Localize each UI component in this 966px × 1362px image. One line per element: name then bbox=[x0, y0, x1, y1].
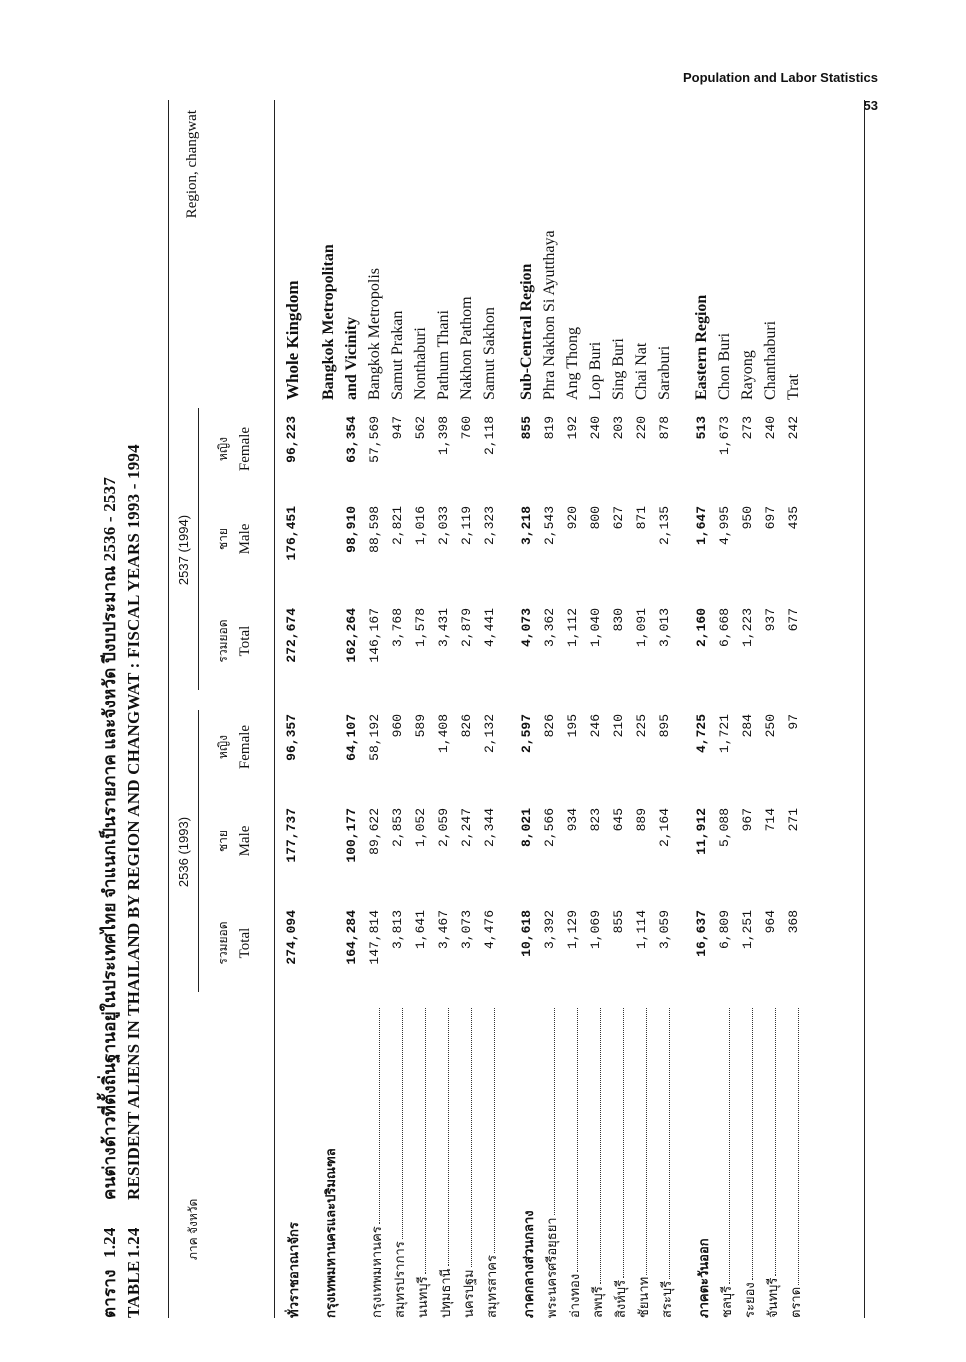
cell-value: 826 bbox=[542, 714, 557, 738]
cell-value: 1,112 bbox=[565, 608, 580, 648]
cell-value: 1,251 bbox=[740, 910, 755, 950]
cell-value: 2,879 bbox=[459, 608, 474, 648]
row-label-thai bbox=[517, 1008, 540, 1318]
cell-value: 1,408 bbox=[436, 714, 451, 754]
thai-title bbox=[98, 100, 122, 1318]
cell-value: 284 bbox=[740, 714, 755, 738]
cell-value: 2,566 bbox=[542, 808, 557, 848]
row-label-english: Bangkok Metropolis bbox=[366, 268, 383, 400]
stub-header-thai: ภาค จังหวัด bbox=[186, 1198, 200, 1260]
row-label-thai-text: ทั่วราชอาณาจักร bbox=[283, 1220, 304, 1318]
cell-value: 271 bbox=[786, 808, 801, 832]
cell-value: 2,135 bbox=[657, 506, 672, 546]
cell-value: 1,129 bbox=[565, 910, 580, 950]
row-label-thai bbox=[434, 1008, 457, 1318]
cell-value: 1,721 bbox=[717, 714, 732, 754]
cell-value: 4,073 bbox=[519, 608, 534, 648]
leader-dots bbox=[417, 1008, 426, 1274]
row-label-thai bbox=[715, 1008, 738, 1318]
cell-value: 920 bbox=[565, 506, 580, 530]
cell-value: 250 bbox=[763, 714, 778, 738]
year-1994-header: 2537 (1994) bbox=[176, 514, 191, 586]
row-label-english: and Vicinity bbox=[343, 316, 360, 400]
row-label-english: Saraburi bbox=[656, 345, 673, 400]
cell-value: 88,598 bbox=[367, 506, 382, 553]
cell-value: 937 bbox=[763, 608, 778, 632]
cell-value: 4,441 bbox=[482, 608, 497, 648]
cell-value: 98,910 bbox=[344, 506, 359, 553]
col-header-thai: หญิง bbox=[216, 437, 230, 461]
cell-value: 677 bbox=[786, 608, 801, 632]
cell-value: 242 bbox=[786, 416, 801, 440]
leader-dots bbox=[661, 1008, 670, 1279]
cell-value: 3,059 bbox=[657, 910, 672, 950]
row-label-english: Sing Buri bbox=[610, 338, 627, 400]
header-rule bbox=[274, 100, 275, 1318]
table-row bbox=[715, 100, 738, 1318]
cell-value: 3,362 bbox=[542, 608, 557, 648]
cell-value: 2,132 bbox=[482, 714, 497, 754]
leader-dots bbox=[744, 1008, 753, 1280]
english-title bbox=[122, 100, 146, 1318]
row-label-thai-text: ลพบุรี bbox=[587, 1284, 608, 1318]
row-label-thai-text: สิงห์บุรี bbox=[610, 1278, 631, 1318]
year-1994-rule bbox=[198, 408, 199, 690]
row-label-thai-text: พระนครศรีอยุธยา bbox=[541, 1215, 562, 1318]
cell-value: 10,618 bbox=[519, 910, 534, 957]
cell-value: 960 bbox=[390, 714, 405, 738]
row-label-english: Chanthaburi bbox=[762, 320, 779, 400]
row-label-thai-text: สระบุรี bbox=[656, 1279, 677, 1318]
cell-value: 1,673 bbox=[717, 416, 732, 456]
row-label-thai bbox=[761, 1008, 784, 1318]
leader-dots bbox=[569, 1008, 578, 1272]
table-row bbox=[784, 100, 807, 1318]
cell-value: 57,569 bbox=[367, 416, 382, 463]
cell-value: 855 bbox=[611, 910, 626, 934]
table-row bbox=[540, 100, 563, 1318]
thai-title-tag: ตาราง bbox=[100, 1269, 119, 1318]
row-label-english: Ang Thong bbox=[564, 326, 581, 400]
cell-value: 97 bbox=[786, 714, 801, 730]
cell-value: 1,647 bbox=[694, 506, 709, 546]
cell-value: 3,392 bbox=[542, 910, 557, 950]
leader-dots bbox=[615, 1008, 624, 1278]
col-header-english: Female bbox=[237, 724, 253, 770]
table-row bbox=[388, 100, 411, 1318]
col-header-female-1994 bbox=[212, 404, 256, 494]
cell-value: 2,821 bbox=[390, 506, 405, 546]
cell-value: 368 bbox=[786, 910, 801, 934]
col-header-english: Female bbox=[237, 426, 253, 472]
row-label-english: Pathum Thani bbox=[435, 310, 452, 400]
cell-value: 819 bbox=[542, 416, 557, 440]
cell-value: 100,177 bbox=[344, 808, 359, 863]
row-label-thai bbox=[319, 1008, 342, 1318]
col-header-thai: หญิง bbox=[216, 735, 230, 759]
table-row bbox=[434, 100, 457, 1318]
thai-title-number: 1.24 bbox=[100, 1227, 119, 1258]
row-label-thai bbox=[738, 1008, 761, 1318]
row-label-thai bbox=[632, 1008, 655, 1318]
cell-value: 176,451 bbox=[284, 506, 299, 561]
cell-value: 1,398 bbox=[436, 416, 451, 456]
cell-value: 162,264 bbox=[344, 608, 359, 663]
row-label-thai bbox=[784, 1008, 807, 1318]
cell-value: 2,247 bbox=[459, 808, 474, 848]
table-row bbox=[655, 100, 678, 1318]
col-header-male-1994 bbox=[212, 494, 256, 584]
cell-value: 3,467 bbox=[436, 910, 451, 950]
leader-dots bbox=[486, 1008, 495, 1253]
leader-dots bbox=[394, 1008, 403, 1239]
table-row bbox=[692, 100, 715, 1318]
cell-value: 697 bbox=[763, 506, 778, 530]
cell-value: 63,354 bbox=[344, 416, 359, 463]
row-label-thai bbox=[457, 1008, 480, 1318]
cell-value: 823 bbox=[588, 808, 603, 832]
table-body bbox=[282, 100, 807, 1318]
leader-dots bbox=[440, 1008, 449, 1266]
row-label-thai bbox=[563, 1008, 586, 1318]
row-label-thai-text: สมุทรสาคร bbox=[481, 1253, 502, 1318]
cell-value: 800 bbox=[588, 506, 603, 530]
cell-value: 1,641 bbox=[413, 910, 428, 950]
row-label-english: Sub-Central Region bbox=[518, 263, 535, 400]
rotated-table bbox=[98, 100, 868, 1318]
col-header-english: Male bbox=[237, 523, 253, 555]
cell-value: 950 bbox=[740, 506, 755, 530]
col-header-english: Total bbox=[237, 927, 253, 959]
row-label-english: Rayong bbox=[739, 350, 756, 400]
cell-value: 947 bbox=[390, 416, 405, 440]
col-header-english: Total bbox=[237, 625, 253, 657]
row-label-thai bbox=[609, 1008, 632, 1318]
cell-value: 855 bbox=[519, 416, 534, 440]
cell-value: 934 bbox=[565, 808, 580, 832]
english-title-text: RESIDENT ALIENS IN THAILAND BY REGION AND CHANGWAT : FISCAL YEARS 1993 - 1994 bbox=[124, 444, 143, 1200]
cell-value: 146,167 bbox=[367, 608, 382, 663]
table-row bbox=[457, 100, 480, 1318]
cell-value: 2,597 bbox=[519, 714, 534, 754]
cell-value: 1,114 bbox=[634, 910, 649, 950]
row-label-english: Chon Buri bbox=[716, 332, 733, 400]
cell-value: 2,853 bbox=[390, 808, 405, 848]
thai-title-text: คนต่างด้าวที่ตั้งถิ่นฐานอยู่ในประเทศไทย จำแนกเป็นรายภาค และจังหวัด ปีงบประมาณ 2536 - 2537 bbox=[100, 476, 119, 1200]
cell-value: 6,809 bbox=[717, 910, 732, 950]
leader-dots bbox=[592, 1008, 601, 1284]
col-header-male-1993 bbox=[212, 796, 256, 886]
cell-value: 513 bbox=[694, 416, 709, 440]
cell-value: 3,431 bbox=[436, 608, 451, 648]
leader-dots bbox=[463, 1008, 472, 1267]
cell-value: 4,995 bbox=[717, 506, 732, 546]
cell-value: 89,622 bbox=[367, 808, 382, 855]
cell-value: 210 bbox=[611, 714, 626, 738]
table-row bbox=[586, 100, 609, 1318]
col-header-thai: ชาย bbox=[216, 528, 230, 550]
leader-dots bbox=[638, 1008, 647, 1275]
cell-value: 240 bbox=[763, 416, 778, 440]
cell-value: 627 bbox=[611, 506, 626, 530]
cell-value: 147,814 bbox=[367, 910, 382, 965]
cell-value: 1,069 bbox=[588, 910, 603, 950]
cell-value: 2,160 bbox=[694, 608, 709, 648]
row-label-thai bbox=[365, 1008, 388, 1318]
cell-value: 203 bbox=[611, 416, 626, 440]
row-label-english: Trat bbox=[785, 373, 802, 400]
cell-value: 2,118 bbox=[482, 416, 497, 456]
table-row bbox=[761, 100, 784, 1318]
row-label-thai bbox=[342, 1008, 365, 1318]
row-label-thai-text: กรุงเทพมหานครและปริมณฑล bbox=[320, 1146, 341, 1318]
cell-value: 240 bbox=[588, 416, 603, 440]
leader-dots bbox=[721, 1008, 730, 1284]
row-spacer bbox=[503, 100, 517, 1318]
table-row bbox=[738, 100, 761, 1318]
cell-value: 2,543 bbox=[542, 506, 557, 546]
cell-value: 96,223 bbox=[284, 416, 299, 463]
col-header-total-1994 bbox=[212, 596, 256, 686]
table-row bbox=[563, 100, 586, 1318]
row-label-thai bbox=[586, 1008, 609, 1318]
leader-dots bbox=[546, 1008, 555, 1215]
col-header-thai: รวมยอด bbox=[216, 921, 230, 965]
cell-value: 714 bbox=[763, 808, 778, 832]
cell-value: 2,059 bbox=[436, 808, 451, 848]
table-row bbox=[365, 100, 388, 1318]
row-label-thai-text: ระยอง bbox=[739, 1280, 760, 1318]
table-row bbox=[342, 100, 365, 1318]
row-label-thai-text: ชลบุรี bbox=[716, 1284, 737, 1318]
cell-value: 11,912 bbox=[694, 808, 709, 855]
row-label-thai-text: กรุงเทพมหานคร bbox=[366, 1224, 387, 1318]
row-label-english: Nonthaburi bbox=[412, 327, 429, 400]
cell-value: 58,192 bbox=[367, 714, 382, 761]
row-label-english: Lop Buri bbox=[587, 341, 604, 400]
row-label-thai-text: นนทบุรี bbox=[412, 1274, 433, 1318]
cell-value: 878 bbox=[657, 416, 672, 440]
leader-dots bbox=[371, 1008, 380, 1224]
cell-value: 274,094 bbox=[284, 910, 299, 965]
row-label-thai-text: ตราด bbox=[785, 1285, 806, 1318]
cell-value: 2,164 bbox=[657, 808, 672, 848]
row-label-english: Bangkok Metropolitan bbox=[320, 244, 337, 400]
page-number: 53 bbox=[863, 98, 878, 113]
row-label-thai-text: ปทุมธานี bbox=[435, 1266, 456, 1318]
cell-value: 889 bbox=[634, 808, 649, 832]
table-row bbox=[411, 100, 434, 1318]
cell-value: 64,107 bbox=[344, 714, 359, 761]
english-title-number: 1.24 bbox=[124, 1227, 143, 1258]
row-label-thai bbox=[480, 1008, 503, 1318]
bottom-rule bbox=[864, 100, 865, 1318]
row-label-thai-text: อ่างทอง bbox=[564, 1272, 585, 1318]
cell-value: 195 bbox=[565, 714, 580, 738]
cell-value: 192 bbox=[565, 416, 580, 440]
col-header-total-1993 bbox=[212, 898, 256, 988]
row-label-english: Whole Kingdom bbox=[283, 280, 302, 400]
cell-value: 895 bbox=[657, 714, 672, 738]
cell-value: 96,357 bbox=[284, 714, 299, 761]
cell-value: 1,040 bbox=[588, 608, 603, 648]
row-label-thai bbox=[655, 1008, 678, 1318]
row-label-thai-text: สมุทรปราการ bbox=[389, 1239, 410, 1318]
col-header-thai: ชาย bbox=[216, 830, 230, 852]
row-label-thai bbox=[540, 1008, 563, 1318]
stub-header-english: Region, changwat bbox=[184, 110, 200, 219]
cell-value: 164,284 bbox=[344, 910, 359, 965]
cell-value: 4,725 bbox=[694, 714, 709, 754]
cell-value: 967 bbox=[740, 808, 755, 832]
cell-value: 3,013 bbox=[657, 608, 672, 648]
cell-value: 760 bbox=[459, 416, 474, 440]
cell-value: 220 bbox=[634, 416, 649, 440]
table-row bbox=[282, 100, 305, 1318]
row-label-english: Phra Nakhon Si Ayutthaya bbox=[541, 230, 558, 400]
row-label-thai-text: จันทบุรี bbox=[762, 1276, 783, 1318]
row-label-english: Nakhon Pathom bbox=[458, 296, 475, 400]
col-header-thai: รวมยอด bbox=[216, 619, 230, 663]
row-label-thai bbox=[388, 1008, 411, 1318]
cell-value: 2,323 bbox=[482, 506, 497, 546]
row-label-english: Samut Prakan bbox=[389, 310, 406, 400]
col-header-english: Male bbox=[237, 825, 253, 857]
cell-value: 3,073 bbox=[459, 910, 474, 950]
row-label-thai-text: ภาคตะวันออก bbox=[693, 1236, 714, 1318]
cell-value: 589 bbox=[413, 714, 428, 738]
table-row bbox=[517, 100, 540, 1318]
row-label-english: Samut Sakhon bbox=[481, 307, 498, 400]
row-spacer bbox=[678, 100, 692, 1318]
cell-value: 3,768 bbox=[390, 608, 405, 648]
table-row bbox=[319, 100, 342, 1318]
running-head: Population and Labor Statistics bbox=[682, 70, 878, 85]
leader-dots bbox=[767, 1008, 776, 1276]
cell-value: 246 bbox=[588, 714, 603, 738]
cell-value: 2,033 bbox=[436, 506, 451, 546]
col-header-female-1993 bbox=[212, 702, 256, 792]
cell-value: 964 bbox=[763, 910, 778, 934]
english-title-tag: TABLE bbox=[124, 1260, 143, 1318]
row-label-thai-text: ภาคกลางส่วนกลาง bbox=[518, 1208, 539, 1318]
cell-value: 1,016 bbox=[413, 506, 428, 546]
cell-value: 2,344 bbox=[482, 808, 497, 848]
row-label-thai-text: นครปฐม bbox=[458, 1267, 479, 1318]
cell-value: 3,218 bbox=[519, 506, 534, 546]
cell-value: 1,223 bbox=[740, 608, 755, 648]
cell-value: 4,476 bbox=[482, 910, 497, 950]
cell-value: 3,813 bbox=[390, 910, 405, 950]
cell-value: 1,091 bbox=[634, 608, 649, 648]
table-row bbox=[632, 100, 655, 1318]
cell-value: 177,737 bbox=[284, 808, 299, 863]
cell-value: 2,119 bbox=[459, 506, 474, 546]
cell-value: 435 bbox=[786, 506, 801, 530]
cell-value: 272,674 bbox=[284, 608, 299, 663]
row-label-english: Eastern Region bbox=[693, 294, 710, 400]
cell-value: 5,088 bbox=[717, 808, 732, 848]
cell-value: 830 bbox=[611, 608, 626, 632]
year-1993-header: 2536 (1993) bbox=[176, 816, 191, 888]
cell-value: 1,578 bbox=[413, 608, 428, 648]
table-row bbox=[609, 100, 632, 1318]
row-label-english: Chai Nat bbox=[633, 342, 650, 400]
row-label-thai bbox=[282, 1008, 305, 1318]
table-row bbox=[480, 100, 503, 1318]
cell-value: 6,668 bbox=[717, 608, 732, 648]
row-label-thai bbox=[411, 1008, 434, 1318]
table-title bbox=[98, 100, 146, 1318]
top-rule bbox=[168, 100, 169, 1318]
year-1993-rule bbox=[198, 710, 199, 992]
row-label-thai bbox=[692, 1008, 715, 1318]
cell-value: 16,637 bbox=[694, 910, 709, 957]
leader-dots bbox=[790, 1008, 799, 1285]
cell-value: 1,052 bbox=[413, 808, 428, 848]
cell-value: 225 bbox=[634, 714, 649, 738]
cell-value: 826 bbox=[459, 714, 474, 738]
cell-value: 645 bbox=[611, 808, 626, 832]
cell-value: 562 bbox=[413, 416, 428, 440]
row-spacer bbox=[305, 100, 319, 1318]
cell-value: 273 bbox=[740, 416, 755, 440]
row-label-thai-text: ชัยนาท bbox=[633, 1275, 654, 1318]
cell-value: 871 bbox=[634, 506, 649, 530]
cell-value: 8,021 bbox=[519, 808, 534, 848]
